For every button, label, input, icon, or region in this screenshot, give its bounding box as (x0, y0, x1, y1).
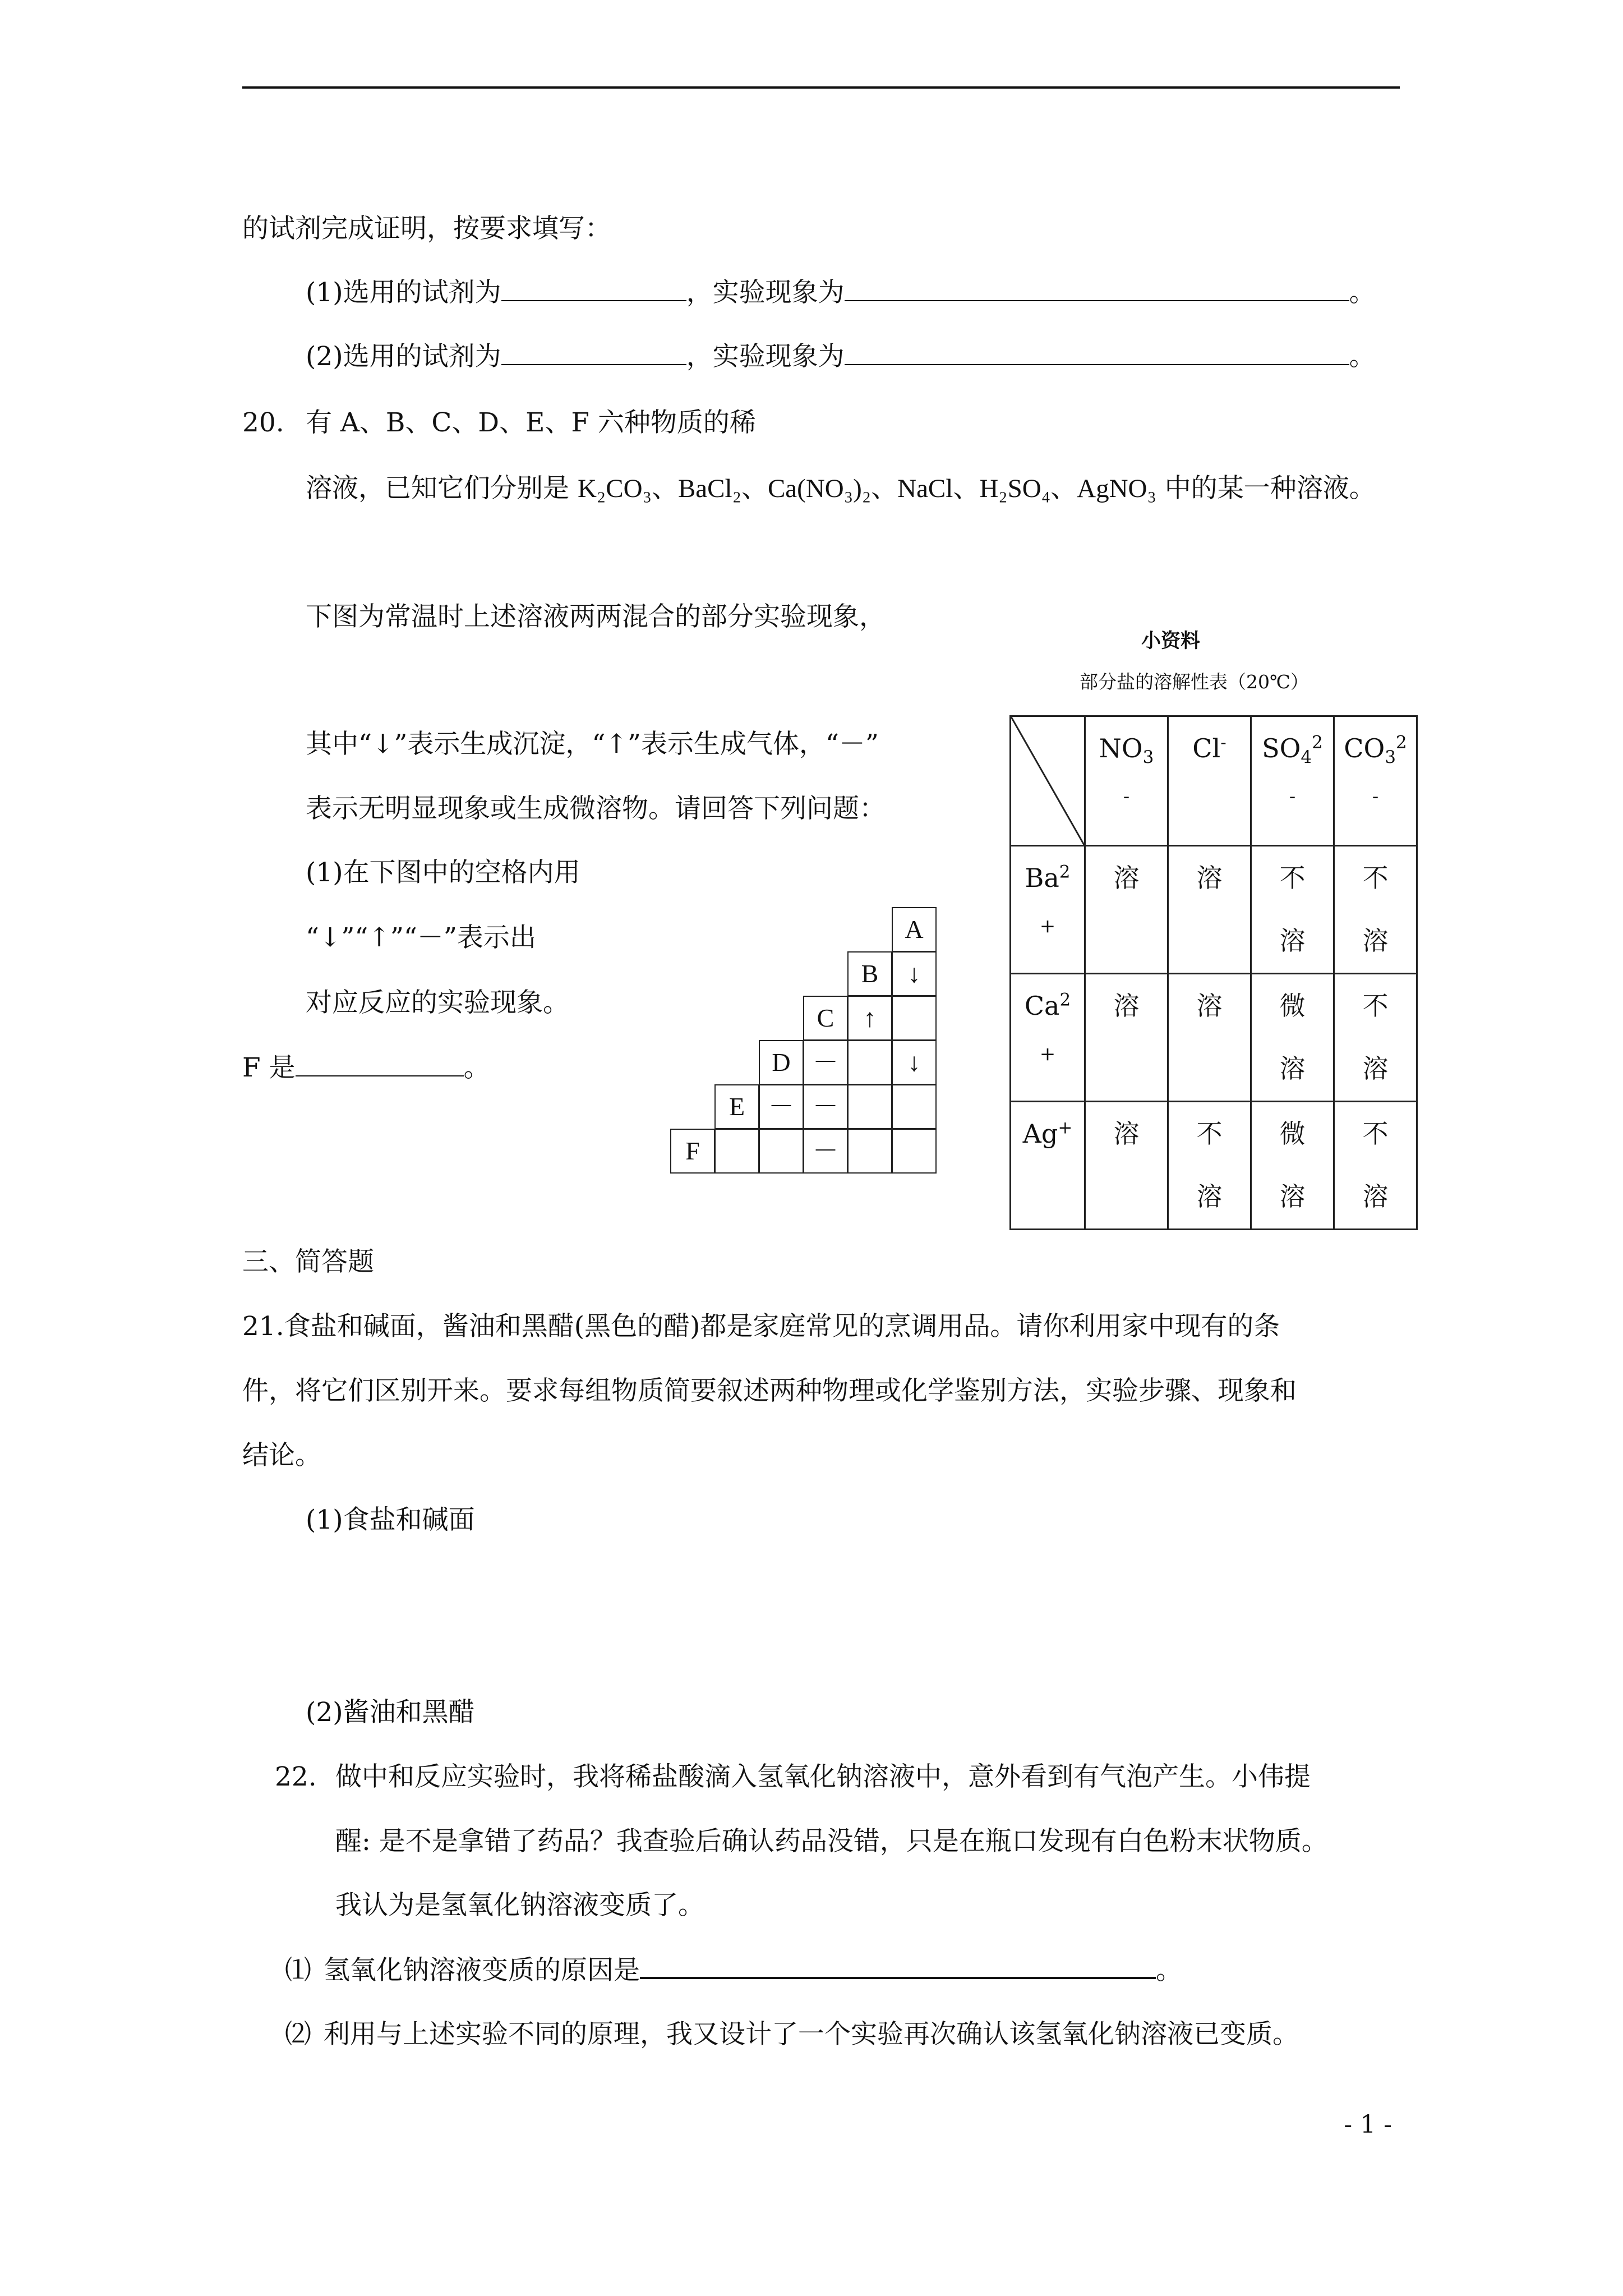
page-number: - 1 - (1344, 2110, 1392, 2139)
cation-ba: $Ba^2$ + (1011, 846, 1085, 974)
question-20-number: 20. (242, 407, 284, 438)
matrix-label-d: D (759, 1040, 804, 1085)
question-21-text-3: 结论。 (242, 1440, 321, 1471)
solubility-cell: 溶 (1085, 1102, 1168, 1230)
anion-sulfate: $SO_4^2$ - (1251, 716, 1334, 846)
matrix-cell-ce: － (803, 1084, 848, 1129)
solubility-cell: 不 溶 (1168, 1102, 1251, 1230)
solubility-cell: 微 溶 (1251, 1102, 1334, 1230)
cation-ca: $Ca^2$ + (1011, 974, 1085, 1102)
anion-carbonate: $CO_3^2$ - (1334, 716, 1417, 846)
matrix-label-a: A (892, 907, 937, 952)
question-20-answer-f: F 是 。 (242, 1052, 490, 1083)
question-20-part-1-cont: “↓”“↑”“－”表示出 (306, 922, 536, 953)
answer-blank[interactable] (845, 341, 1349, 365)
matrix-cell-de: － (759, 1084, 804, 1129)
section-heading: 三、简答题 (242, 1246, 374, 1277)
anion-nitrate: $NO_3$ - (1085, 716, 1168, 846)
question-20-part-1-end: 对应反应的实验现象。 (306, 987, 569, 1018)
matrix-cell-cf: － (803, 1129, 848, 1174)
question-20-figure-intro: 下图为常温时上述溶液两两混合的部分实验现象， (306, 601, 886, 632)
solubility-cell: 不 溶 (1334, 846, 1417, 974)
corner-cell (1011, 716, 1085, 846)
matrix-cell-ad: ↓ (892, 1040, 937, 1085)
question-19-part-1: (1)选用的试剂为 ，实验现象为 。 (306, 277, 1376, 308)
solubility-cell: 不 溶 (1334, 974, 1417, 1102)
question-20-legend: 其中“↓”表示生成沉淀，“↑”表示生成气体，“－” (306, 729, 879, 760)
question-20-part-1: (1)在下图中的空格内用 (306, 857, 580, 888)
question-21-text-2: 件，将它们区别开来。要求每组物质简要叙述两种物理或化学鉴别方法，实验步骤、现象和 (242, 1375, 1297, 1406)
question-19-part-2: (2)选用的试剂为 ，实验现象为 。 (306, 341, 1376, 372)
question-22-part-1: ⑴ 氢氧化钠溶液变质的原因是 。 (285, 1953, 1182, 1987)
solubility-cell: 溶 (1085, 846, 1168, 974)
matrix-cell-ab: ↓ (892, 951, 937, 996)
matrix-cell-cd: － (803, 1040, 848, 1085)
solubility-cell: 溶 (1085, 974, 1168, 1102)
matrix-cell-af[interactable] (892, 1129, 937, 1174)
matrix-cell-ae[interactable] (892, 1084, 937, 1129)
answer-blank[interactable] (640, 1953, 1156, 1979)
cation-ag: Ag+ (1011, 1102, 1085, 1230)
matrix-label-f: F (670, 1129, 715, 1174)
answer-blank[interactable] (296, 1052, 464, 1076)
text-line-reagent-intro: 的试剂完成证明，按要求填写： (242, 213, 611, 244)
solubility-cell: 微 溶 (1251, 974, 1334, 1102)
matrix-label-c: C (803, 996, 848, 1041)
question-22-text: 做中和反应实验时，我将稀盐酸滴入氢氧化钠溶液中，意外看到有气泡产生。小伟提 (335, 1761, 1311, 1792)
header-rule (242, 86, 1400, 89)
question-22-text-2: 醒: 是不是拿错了药品？我查验后确认药品没错，只是在瓶口发现有白色粉末状物质。 (335, 1826, 1328, 1857)
answer-blank[interactable] (845, 277, 1349, 301)
answer-blank[interactable] (501, 341, 686, 365)
matrix-cell-bc: ↑ (847, 996, 892, 1041)
matrix-cell-bd[interactable] (847, 1040, 892, 1085)
solubility-cell: 不 溶 (1334, 1102, 1417, 1230)
answer-blank[interactable] (501, 277, 686, 301)
matrix-cell-bf[interactable] (847, 1129, 892, 1174)
question-22-number: 22. (275, 1761, 317, 1792)
matrix-label-b: B (847, 951, 892, 996)
matrix-label-e: E (714, 1084, 759, 1129)
question-20-substances: 溶液，已知它们分别是 K₂CO₃、BaCl₂、Ca(NO₃)₂、NaCl、H₂SO₄、AgNO₃ 中的某一种溶液。 (306, 473, 1376, 504)
question-21-text: 21.食盐和碱面，酱油和黑醋(黑色的醋)都是家庭常见的烹调用品。请你利用家中现有的条 (242, 1311, 1280, 1342)
solubility-title: 小资料 (1141, 630, 1201, 652)
solubility-cell: 溶 (1168, 846, 1251, 974)
question-20-legend-2: 表示无明显现象或生成微溶物。请回答下列问题： (306, 793, 886, 824)
solubility-cell: 溶 (1168, 974, 1251, 1102)
question-22-text-3: 我认为是氢氧化钠溶液变质了。 (335, 1890, 704, 1921)
solubility-cell: 不 溶 (1251, 846, 1334, 974)
matrix-cell-ac[interactable] (892, 996, 937, 1041)
solubility-subtitle: 部分盐的溶解性表（20℃） (1080, 671, 1309, 693)
matrix-cell-be[interactable] (847, 1084, 892, 1129)
question-22-part-2: ⑵ 利用与上述实验不同的原理，我又设计了一个实验再次确认该氢氧化钠溶液已变质。 (285, 2019, 1299, 2050)
question-21-part-2: (2)酱油和黑醋 (306, 1697, 475, 1728)
anion-chloride: Cl- (1168, 716, 1251, 846)
question-20-text: 有 A、B、C、D、E、F 六种物质的稀 (306, 407, 756, 438)
diagonal-line (1011, 717, 1084, 845)
matrix-cell-df[interactable] (759, 1129, 804, 1174)
question-21-part-1: (1)食盐和碱面 (306, 1504, 475, 1535)
matrix-cell-ef[interactable] (714, 1129, 759, 1174)
solubility-table (1009, 715, 1418, 1230)
